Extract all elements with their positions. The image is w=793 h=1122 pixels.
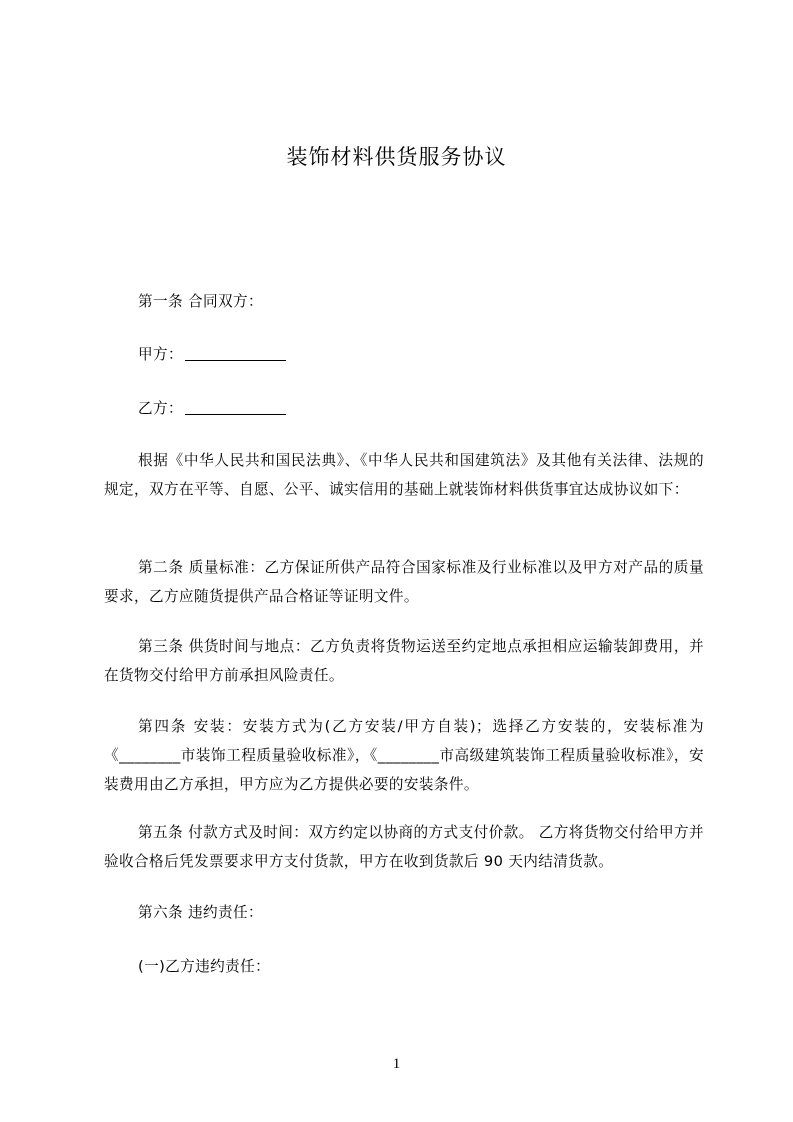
party-a-line: [104, 340, 704, 369]
article-4-paragraph: 第四条 安装：安装方式为(乙方安装/甲方自装)；选择乙方安装的，安装标准为《________市装饰工程质量验收标准》，《________市高级建筑装饰工程质量验收标准》，安装费用由乙方承担，甲方应为乙方提供必要的安装条件。: [104, 718, 704, 793]
article-2-paragraph: 第二条 质量标准：乙方保证所供产品符合国家标准及行业标准以及甲方对产品的质量要求，乙方应随货提供产品合格证等证明文件。: [104, 559, 704, 605]
clause-6-1-heading: (一)乙方违约责任：: [138, 958, 271, 975]
party-a-label: 甲方：: [138, 346, 183, 363]
article-1-heading: 第一条 合同双方：: [138, 293, 263, 310]
document-title: 装饰材料供货服务协议: [286, 145, 507, 169]
party-b-line: [104, 394, 704, 423]
article-6-heading: 第六条 违约责任：: [138, 904, 263, 921]
article-3-paragraph: 第三条 供货时间与地点：乙方负责将货物运送至约定地点承担相应运输装卸费用，并在货物交付给甲方前承担风险责任。: [104, 638, 704, 684]
party-b-blank: [185, 400, 286, 415]
preamble-paragraph: 根据《中华人民共和国民法典》、《中华人民共和国建筑法》及其他有关法律、法规的规定，双方在平等、自愿、公平、诚实信用的基础上就装饰材料供货事宜达成协议如下：: [104, 452, 704, 498]
page-number: 1: [392, 1056, 401, 1072]
party-b-label: 乙方：: [138, 400, 183, 417]
article-5-paragraph: 第五条 付款方式及时间：双方约定以协商的方式支付价款。 乙方将货物交付给甲方并验收合格后凭发票要求甲方支付货款，甲方在收到货款后 90 天内结清货款。: [104, 824, 704, 870]
party-a-blank: [185, 346, 286, 361]
